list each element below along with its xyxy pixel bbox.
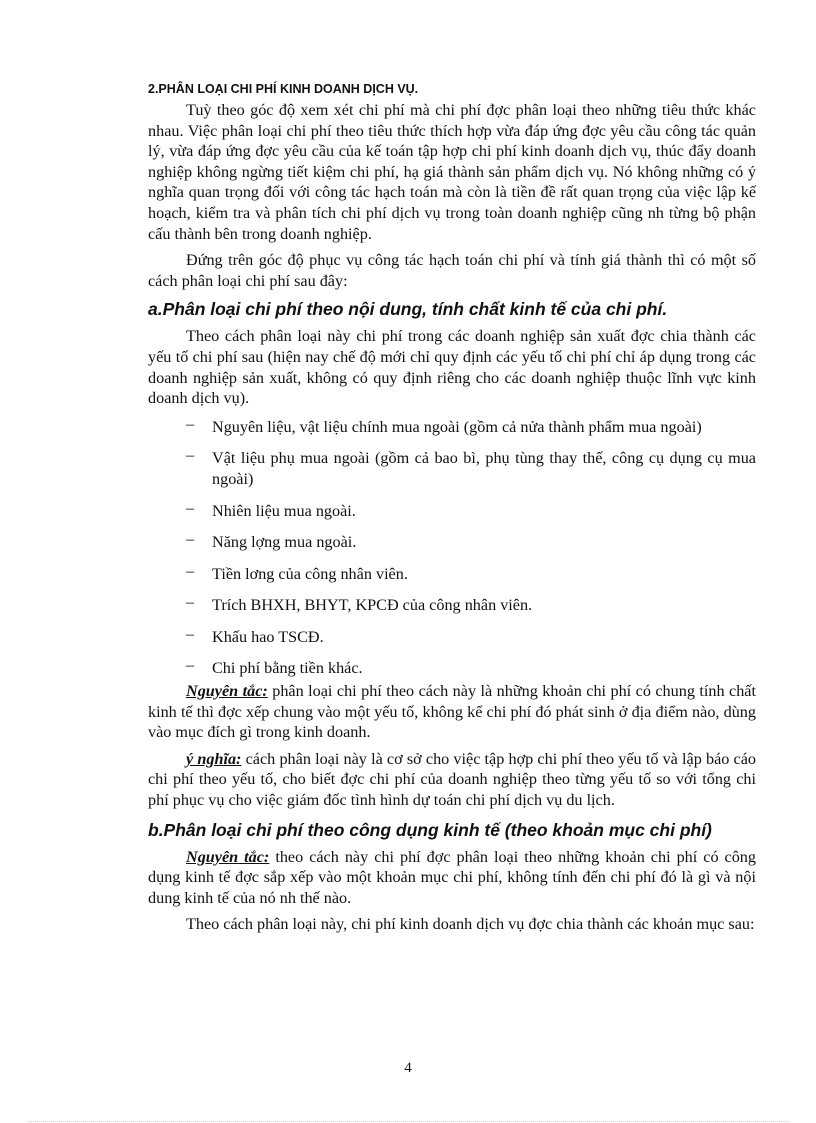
list-item: – Tiền lơng của công nhân viên.	[186, 561, 408, 583]
dash-marker: –	[186, 446, 195, 465]
list-item: – Vật liệu phụ mua ngoài (gồm cả bao bì, phụ tùng thay thế, công cụ dụng cụ mua ngoài)	[186, 446, 756, 488]
dash-marker: –	[186, 530, 195, 549]
section-title: 2.PHÂN LOẠI CHI PHÍ KINH DOANH DỊCH VỤ.	[148, 82, 419, 96]
meaning-paragraph-a: ý nghĩa: cách phân loại này là cơ sở cho việc tập hợp chi phí theo yếu tố và lập báo cáo chi phí theo yếu tố, cho biết đợc chi phí của doanh nghiệp theo từng yếu tố so với tổng chi phí phục vụ cho việc giám đốc tình hình dự toán chi phí dịch vụ du lịch.	[148, 749, 756, 810]
cost-element-list	[148, 414, 756, 679]
list-item: – Nhiên liệu mua ngoài.	[186, 498, 356, 520]
list-item: – Chi phí bằng tiền khác.	[186, 656, 363, 678]
list-item: – Nguyên liệu, vật liệu chính mua ngoài (gồm cả nửa thành phẩm mua ngoài)	[186, 414, 702, 436]
dash-marker: –	[186, 656, 195, 675]
heading-section-b: b.Phân loại chi phí theo công dụng kinh tế (theo khoản mục chi phí)	[148, 819, 712, 840]
principle-paragraph-b: Nguyên tắc: theo cách này chi phí đợc phân loại theo những khoản chi phí có công dụng kinh tế đợc sắp xếp vào một khoản mục chi phí, không tính đến chi phí đó là gì và nội dung kinh tế của nó nh thế nào.	[148, 847, 756, 907]
page-number: 4	[404, 1060, 412, 1076]
principle-label: Nguyên tắc:	[186, 847, 270, 866]
meaning-label: ý nghĩa:	[186, 749, 242, 768]
document-page	[148, 82, 756, 935]
section-a-paragraph: Theo cách phân loại này chi phí trong các doanh nghiệp sản xuất đợc chia thành các yếu tố chi phí sau (hiện nay chế độ mới chỉ quy định các yếu tố chi phí chỉ áp dụng trong các doanh nghiệp sản xuất, không có quy định riêng cho các doanh nghiệp thuộc lĩnh vực kinh doanh dịch vụ).	[148, 327, 756, 408]
section-b-paragraph: Theo cách phân loại này, chi phí kinh doanh dịch vụ đợc chia thành các khoản mục sau:	[186, 915, 755, 934]
intro-paragraph-2: Đứng trên góc độ phục vụ công tác hạch toán chi phí và tính giá thành thì có một số cách phân loại chi phí sau đây:	[148, 251, 756, 290]
dash-marker: –	[186, 624, 195, 643]
dash-marker: –	[186, 414, 195, 433]
intro-paragraph-1: Tuỳ theo góc độ xem xét chi phí mà chi phí đợc phân loại theo những tiêu thức khác nhau. Việc phân loại chi phí theo tiêu thức thích hợp vừa đáp ứng đợc yêu cầu công tác quản lý, vừa đáp ứng đợc yêu cầu của kế toán tập hợp chi phí kinh doanh dịch vụ, thúc đẩy doanh nghiệp không ngừng tiết kiệm chi phí, hạ giá thành sản phẩm dịch vụ. Nó không những có ý nghĩa quan trọng đối với công tác hạch toán mà còn là tiền đề rất quan trọng của việc lập kế hoạch, kiểm tra và phân tích chi phí dịch vụ trong toàn doanh nghiệp cũng nh từng bộ phận cấu thành bên trong doanh nghiệp.	[148, 101, 756, 243]
list-item: – Trích BHXH, BHYT, KPCĐ của công nhân viên.	[186, 593, 533, 615]
list-item: – Năng lợng mua ngoài.	[186, 530, 357, 552]
dash-marker: –	[186, 593, 195, 612]
dash-marker: –	[186, 498, 195, 517]
heading-section-a: a.Phân loại chi phí theo nội dung, tính chất kinh tế của chi phí.	[148, 299, 668, 320]
principle-label: Nguyên tắc:	[186, 682, 268, 701]
list-item: – Khấu hao TSCĐ.	[186, 624, 324, 646]
page-bottom-divider	[28, 1121, 788, 1122]
dash-marker: –	[186, 561, 195, 580]
principle-paragraph-a: Nguyên tắc: phân loại chi phí theo cách này là những khoản chi phí có chung tính chất kinh tế thì đợc xếp chung vào một yếu tố, không kể chi phí đó phát sinh ở địa điểm nào, dùng vào mục đích gì trong kinh doanh.	[148, 682, 756, 742]
